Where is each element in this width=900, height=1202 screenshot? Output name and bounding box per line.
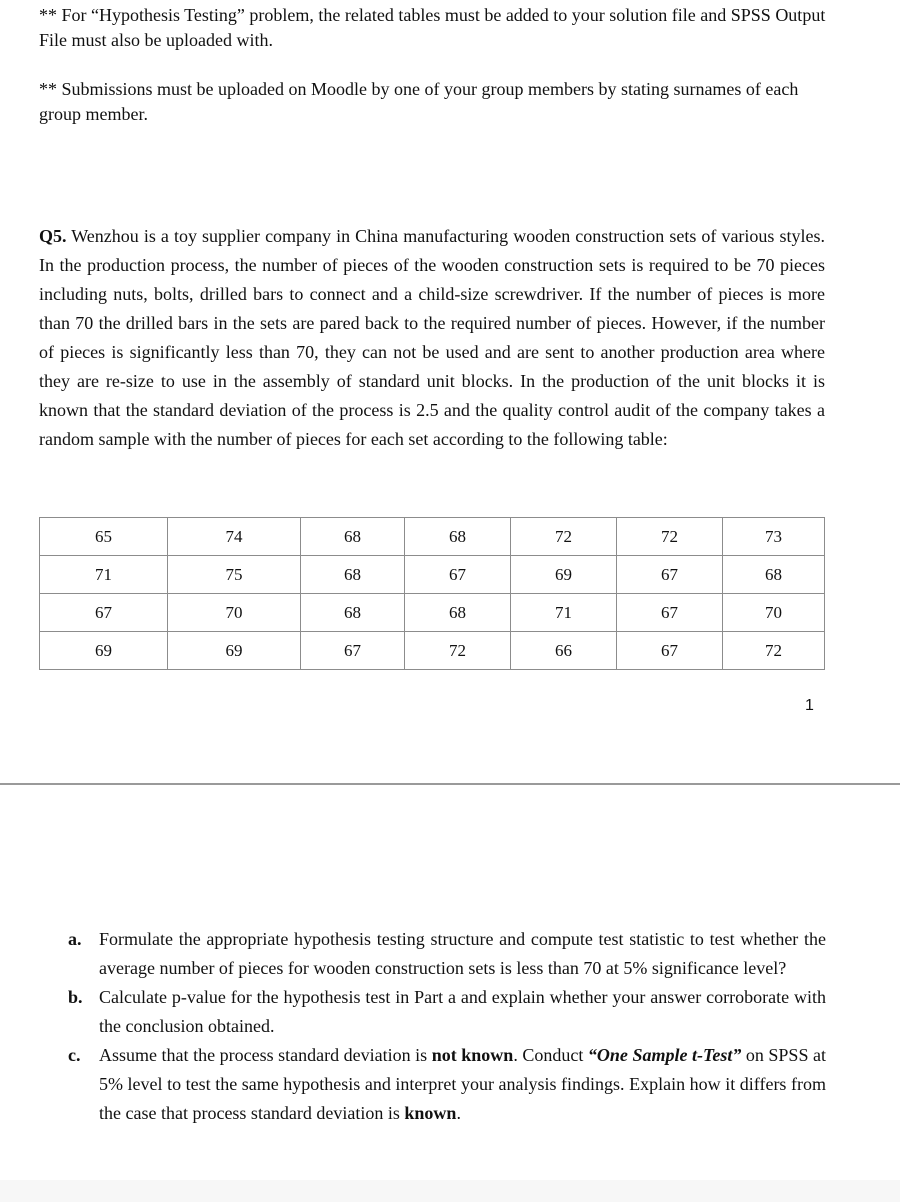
table-cell: 67 <box>617 594 723 632</box>
table-cell: 69 <box>40 632 168 670</box>
table-cell: 68 <box>301 556 405 594</box>
table-cell: 70 <box>723 594 825 632</box>
table-cell: 67 <box>301 632 405 670</box>
table-cell: 69 <box>511 556 617 594</box>
part-b-letter: b. <box>68 987 83 1007</box>
table-row <box>40 594 825 632</box>
table-cell: 68 <box>301 594 405 632</box>
table-cell: 66 <box>511 632 617 670</box>
part-c-letter: c. <box>68 1045 81 1065</box>
part-c-text-3: on SPSS at 5% level to test the same hypothesis and interpret your analysis findings. Explain how it differs from the case that process standard deviation is <box>99 1045 826 1123</box>
submission-note-moodle: ** Submissions must be uploaded on Moodle by one of your group members by stating surnames of each group member. <box>39 79 799 124</box>
table-cell: 68 <box>723 556 825 594</box>
table-cell: 73 <box>723 518 825 556</box>
table-cell: 67 <box>617 632 723 670</box>
table-cell: 67 <box>405 556 511 594</box>
table-cell: 67 <box>617 556 723 594</box>
part-c-text-1: Assume that the process standard deviation is <box>99 1045 432 1065</box>
part-c-known: known <box>404 1103 457 1123</box>
part-b-text: Calculate p-value for the hypothesis test in Part a and explain whether your answer corroborate with the conclusion obtained. <box>99 987 826 1036</box>
question-text: Wenzhou is a toy supplier company in China manufacturing wooden construction sets of various styles. In the production process, the number of pieces of the wooden construction sets is required to be 70 pieces including nuts, bolts, drilled bars to connect and a child-size screwdriver. If the number of pieces is more than 70 the drilled bars in the sets are pared back to the required number of pieces. However, if the number of pieces is significantly less than 70, they can not be used and are sent to another production area where they are re-size to use in the assembly of standard unit blocks. In the production of the unit blocks it is known that the standard deviation of the process is 2.5 and the quality control audit of the company takes a random sample with the number of pieces for each set according to the following table: <box>39 226 825 449</box>
part-c-test-name: “One Sample t-Test” <box>587 1045 742 1065</box>
table-cell: 72 <box>723 632 825 670</box>
table-cell: 68 <box>301 518 405 556</box>
table-cell: 68 <box>405 518 511 556</box>
sample-data-table <box>39 517 825 670</box>
table-cell: 72 <box>617 518 723 556</box>
question-5 <box>39 222 825 454</box>
part-a <box>62 925 826 983</box>
part-b <box>62 983 826 1041</box>
page-bottom-shade <box>0 1180 900 1202</box>
question-label: Q5. <box>39 226 67 246</box>
table-cell: 72 <box>405 632 511 670</box>
page-number: 1 <box>805 697 814 714</box>
part-a-text: Formulate the appropriate hypothesis testing structure and compute test statistic to test whether the average number of pieces for wooden construction sets is less than 70 at 5% significance level? <box>99 929 826 978</box>
table-row <box>40 518 825 556</box>
table-row <box>40 556 825 594</box>
table-cell: 74 <box>168 518 301 556</box>
table-cell: 65 <box>40 518 168 556</box>
table-cell: 67 <box>40 594 168 632</box>
table-cell: 72 <box>511 518 617 556</box>
part-a-letter: a. <box>68 929 82 949</box>
question-parts-list <box>62 925 826 1128</box>
table-cell: 68 <box>405 594 511 632</box>
part-c-text <box>99 1045 826 1123</box>
part-c <box>62 1041 826 1128</box>
table-cell: 71 <box>40 556 168 594</box>
part-c-text-2: . Conduct <box>513 1045 588 1065</box>
submission-note-spss: ** For “Hypothesis Testing” problem, the related tables must be added to your solution file and SPSS Output File must also be uploaded with. <box>39 5 826 50</box>
table-cell: 75 <box>168 556 301 594</box>
part-c-not-known: not known <box>431 1045 514 1065</box>
table-cell: 69 <box>168 632 301 670</box>
table-cell: 71 <box>511 594 617 632</box>
part-c-text-4: . <box>456 1103 461 1123</box>
table-cell: 70 <box>168 594 301 632</box>
table-row <box>40 632 825 670</box>
